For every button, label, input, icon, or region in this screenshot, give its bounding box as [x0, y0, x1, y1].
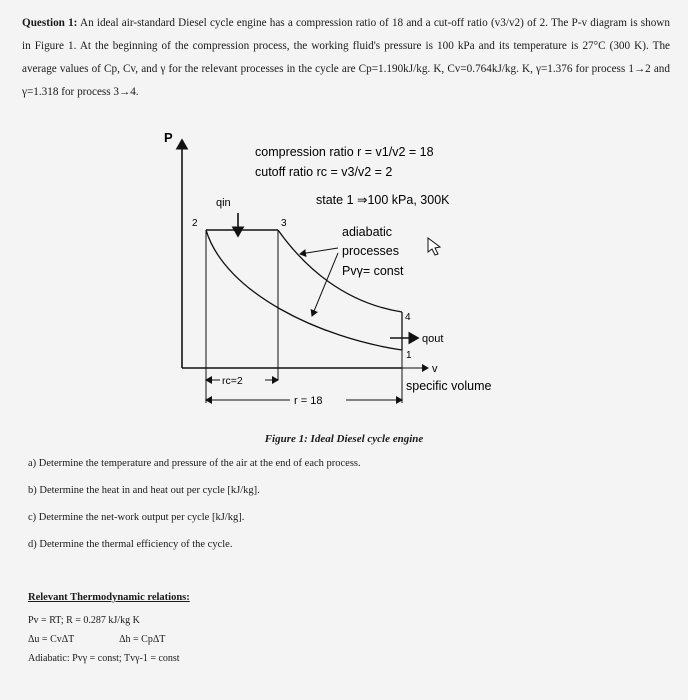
qin-label: qin [216, 197, 231, 209]
relations-section [28, 588, 190, 668]
question-text: An ideal air-standard Diesel cycle engine has a compression ratio of 18 and a cut-off ratio (v3/v2) of 2. The P-v diagram is shown in Figure 1. At the beginning of the compression process, the working fluid's pressure is 100 kPa and its temperature is 27°C (300 K). The average values of Cp, Cv, and γ for the relevant processes in the cycle are Cp=1.190kJ/kg. K, Cv=0.764kJ/kg. K, γ=1.376 for process 1→2 and γ=1.318 for process 3→4. [22, 17, 670, 98]
relation-dh: Δh = CpΔT [119, 634, 166, 645]
question-label: Question 1: [22, 17, 78, 29]
adiabatic-arrow-2 [312, 253, 338, 316]
adiabatic-arrow-1 [300, 248, 338, 254]
relation-ideal-gas: Pv = RT; R = 0.287 kJ/kg K [28, 615, 140, 626]
relation-adiabatic: Adiabatic: Pvγ = const; Tvγ-1 = const [28, 653, 180, 664]
p-axis-label: P [164, 130, 173, 145]
cursor-icon [428, 238, 440, 255]
question-paragraph [22, 12, 670, 104]
part-c: c) Determine the net-work output per cycle [kJ/kg]. [28, 512, 245, 523]
adiabatic-label-2: processes [342, 244, 399, 258]
relations-title: Relevant Thermodynamic relations: [28, 592, 190, 603]
question-parts [28, 458, 361, 566]
relation-energy [28, 630, 190, 649]
r-label: r = 18 [294, 395, 323, 407]
point-2-label: 2 [192, 218, 198, 229]
part-b: b) Determine the heat in and heat out per cycle [kJ/kg]. [28, 485, 260, 496]
state1-label: state 1 ⇒100 kPa, 300K [316, 193, 450, 207]
point-3-label: 3 [281, 218, 287, 229]
part-a: a) Determine the temperature and pressure of the air at the end of each process. [28, 458, 361, 469]
figure-caption: Figure 1: Ideal Diesel cycle engine [264, 433, 424, 445]
rc-label: rc=2 [222, 375, 243, 387]
qout-label: qout [422, 333, 444, 345]
adiabatic-label-1: adiabatic [342, 225, 393, 239]
v-axis-letter: v [432, 363, 438, 375]
v-axis-label: specific volume [406, 379, 492, 393]
compression-ratio-label: compression ratio r = v1/v2 = 18 [255, 145, 434, 159]
cutoff-ratio-label: cutoff ratio rc = v3/v2 = 2 [255, 165, 393, 179]
pv-diagram [140, 118, 520, 418]
part-d: d) Determine the thermal efficiency of the cycle. [28, 539, 233, 550]
relation-du: Δu = CvΔT [28, 634, 75, 645]
point-4-label: 4 [405, 312, 411, 323]
adiabatic-label-3: Pvγ= const [342, 264, 404, 278]
point-1-label: 1 [406, 350, 412, 361]
